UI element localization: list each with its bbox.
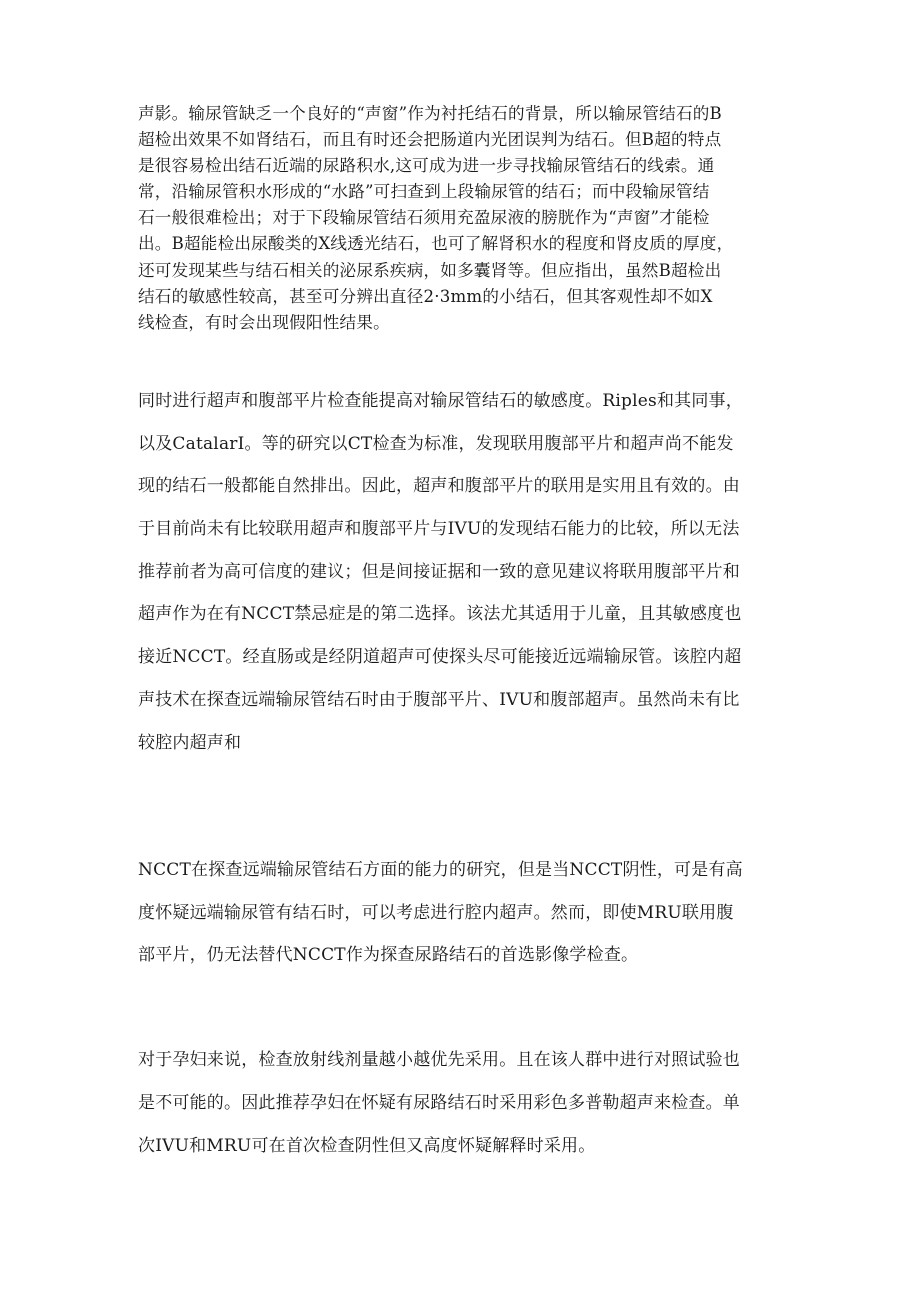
text-line: 现的结石一般都能自然排出。因此，超声和腹部平片的联用是实用且有效的。由 [138,476,740,497]
paragraph-pregnancy [138,1039,786,1168]
text-line: NCCT在探查远端输尿管结石方面的能力的研究，但是当NCCT阴性，可是有高 [138,860,743,880]
text-line: 常，沿输尿管积水形成的“水路”可扫查到上段输尿管的结石；而中段输尿管结 [138,182,710,202]
paragraph-ncct-comparison [138,849,786,977]
text-line: 同时进行超声和腹部平片检查能提高对输尿管结石的敏感度。Riples和其同事， [138,391,743,411]
text-line: 线检查，有时会出现假阳性结果。 [138,312,390,332]
text-line: 接近NCCT。经直肠或是经阴道超声可使探头尽可能接近远端输尿管。该腔内超 [138,647,742,668]
text-line: 对于孕妇来说，检查放射线剂量越小越优先采用。且在该人群中进行对照试验也 [138,1050,740,1070]
text-line: 是很容易检出结石近端的尿路积水,这可成为进一步寻找输尿管结石的线索。通 [138,156,715,176]
text-line: 石一般很难检出；对于下段输尿管结石须用充盈尿液的膀胱作为“声窗”才能检 [138,208,710,228]
text-line: 声技术在探查远端输尿管结石时由于腹部平片、IVU和腹部超声。虽然尚未有比 [138,689,740,710]
paragraph-ultrasound-detection [138,101,786,336]
text-line: 度怀疑远端输尿管有结石时，可以考虑进行腔内超声。然而，即使MRU联用腹 [138,902,734,923]
text-line: 还可发现某些与结石相关的泌尿系疾病，如多囊肾等。但应指出，虽然B超检出 [138,260,722,280]
text-line: 超声作为在有NCCT禁忌症是的第二选择。该法尤其适用于儿童，且其敏感度也 [138,604,742,625]
text-line: 推荐前者为高可信度的建议；但是间接证据和一致的意见建议将联用腹部平片和 [138,561,740,582]
text-line: 以及CatalarI。等的研究以CT检查为标准，发现联用腹部平片和超声尚不能发 [138,433,734,454]
paragraph-combined-imaging [138,380,786,764]
text-line: 较腔内超声和 [138,732,242,753]
text-line: 出。B超能检出尿酸类的X线透光结石，也可了解肾积水的程度和肾皮质的厚度， [138,234,734,254]
text-line: 于目前尚未有比较联用超声和腹部平片与IVU的发现结石能力的比较，所以无法 [138,519,740,540]
text-line: 次IVU和MRU可在首次检查阴性但又高度怀疑解释时采用。 [138,1136,596,1156]
text-line: 部平片，仍无法替代NCCT作为探查尿路结石的首选影像学检查。 [138,945,639,965]
text-line: 声影。输尿管缺乏一个良好的“声窗”作为衬托结石的背景，所以输尿管结石的B [138,104,722,123]
text-line: 结石的敏感性较高，甚至可分辨出直径2·3mm的小结石，但其客观性却不如X [138,286,713,306]
text-line: 是不可能的。因此推荐孕妇在怀疑有尿路结石时采用彩色多普勒超声来检查。单 [138,1093,740,1113]
text-line: 超检出效果不如肾结石，而且有时还会把肠道内光团误判为结石。但B超的特点 [138,130,722,150]
